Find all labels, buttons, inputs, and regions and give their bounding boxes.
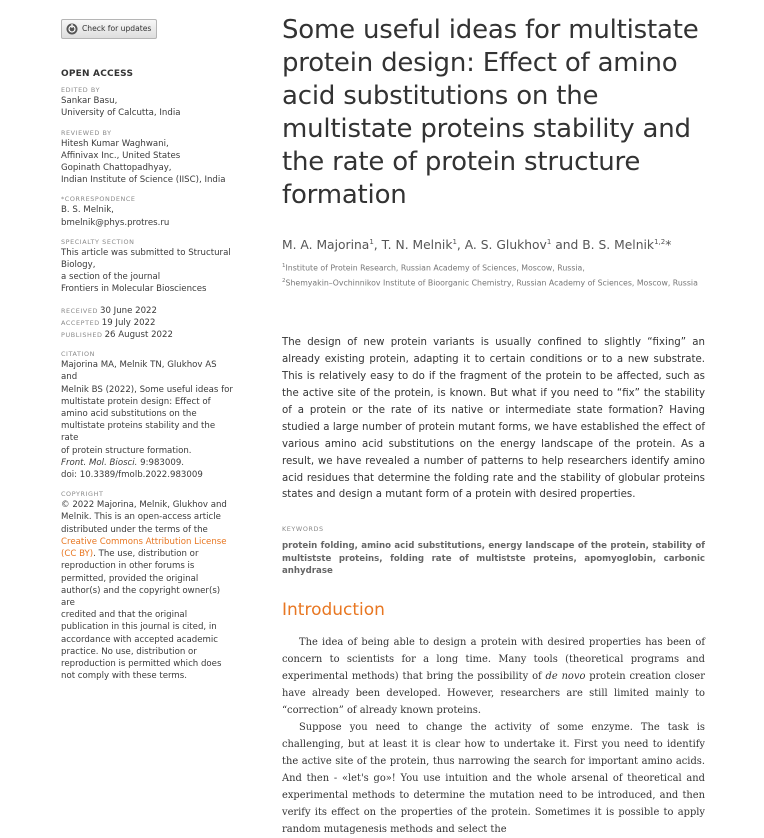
dates-block — [61, 305, 233, 342]
citation-text: Majorina MA, Melnik TN, Glukhov AS and Melnik BS (2022), Some useful ideas for multistate protein design: Effect of amino acid substitutions on the multistate proteins stability and the rate of protein structure formation. Front. Mol. Biosci. 9:983009. doi: 10.3389/fmolb.2022.983009 — [61, 360, 233, 481]
author-name[interactable]: M. A. Majorina — [282, 238, 370, 253]
reviewed-by-label: REVIEWED BY — [61, 128, 112, 137]
article-info-sidebar — [61, 19, 233, 682]
correspondence-email[interactable]: bmelnik@phys.protres.ru — [61, 217, 170, 228]
update-icon — [66, 23, 78, 35]
citation-doi[interactable]: doi: 10.3389/fmolb.2022.983009 — [61, 470, 203, 481]
keywords: protein folding, amino acid substitutions, energy landscape of the protein, stability of multistste proteins, folding rate of multistste proteins, apomyoglobin, carbonic anhydrase — [282, 541, 705, 577]
introduction-body — [282, 634, 705, 838]
section-heading-introduction: Introduction — [282, 599, 385, 620]
reviewed-by-text: Hitesh Kumar Waghwani, Affinivax Inc., United States Gopinath Chattopadhyay, Indian Institute of Science (IISC), India — [61, 138, 226, 186]
copyright-label: COPYRIGHT — [61, 490, 104, 499]
abstract: The design of new protein variants is usually confined to slightly “fixing” an already existing protein, adapting it to certain conditions or to a new substrate. This is relatively easy to do if the fragment of the protein to be affected, such as the active site of the protein, is known. But what if you need to “fix” the stability of a protein or the rate of its native or intermediate state formation? Having studied a large number of protein mutant forms, we have established the effect of various amino acid substitutions on the energy landscape of the protein. As a result, we have revealed a number of patterns to help researchers identify amino acid residues that determine the folding rate and the stability of globular proteins states and design a mutant form of a protein with desired properties. — [282, 337, 705, 501]
article-title: Some useful ideas for multistate protein design: Effect of amino acid substitutions on the multistate proteins stability and the rate of protein structure formation — [282, 15, 699, 210]
license-link[interactable]: Creative Commons Attribution License — [61, 536, 227, 547]
author-name[interactable]: B. S. Melnik — [582, 238, 655, 253]
accepted-date: ACCEPTED 19 July 2022 — [61, 317, 156, 328]
keywords-label: KEYWORDS — [282, 525, 324, 534]
check-for-updates-label: Check for updates — [82, 23, 152, 33]
correspondence-label: *CORRESPONDENCE — [61, 195, 136, 204]
open-access-label: OPEN ACCESS — [61, 69, 134, 79]
article-main — [282, 14, 705, 838]
edited-by-text: Sankar Basu, University of Calcutta, India — [61, 96, 181, 119]
received-date: RECEIVED 30 June 2022 — [61, 305, 157, 316]
author-list: M. A. Majorina$^1$, T. N. Melnik$^1$, A. S. Glukhov$^1$ and B. S. Melnik$^{1,2}$* — [282, 238, 672, 253]
copyright-text: © 2022 Majorina, Melnik, Glukhov and Melnik. This is an open-access article distributed under the terms of the Creative Commons Attribution License (CC BY). The use, distribution or reproduction in other forums is permitted, provided the original author(s) and the copyright owner(s) are credited and that the original publication in this journal is cited, in accordance with accepted academic practice. No use, distribution or reproduction is permitted which does not comply with these terms. — [61, 500, 227, 682]
affiliation: $^2$Shemyakin–Ovchinnikov Institute of Bioorganic Chemistry, Russian Academy of Sciences, Moscow, Russia — [282, 277, 698, 288]
author-name[interactable]: A. S. Glukhov — [464, 238, 547, 253]
paragraph: Suppose you need to change the activity of some enzyme. The task is challenging, but at least it is clear how to undertake it. First you need to identify the active site of the protein, thus narrowing the search for important amino acids. And then - «let's go»! You use intuition and the whole arsenal of theoretical and experimental methods to determine the mutation need to be introduced, and then verify its effect on the properties of the protein. Sometimes it is possible to apply random mutagenesis methods and select the — [282, 721, 705, 835]
author-name[interactable]: T. N. Melnik — [381, 238, 453, 253]
correspondence-text: B. S. Melnik, bmelnik@phys.protres.ru — [61, 204, 233, 228]
citation-label: CITATION — [61, 350, 96, 359]
license-link-short[interactable]: (CC BY) — [61, 549, 94, 560]
check-for-updates-button[interactable] — [61, 19, 157, 39]
edited-by-label: EDITED BY — [61, 86, 101, 95]
specialty-section-label: SPECIALTY SECTION — [61, 237, 135, 246]
paragraph: The idea of being able to design a protein with desired properties has been of concern to scientists for a long time. Many tools (theoretical programs and experimental methods) that bring the possibility of de novo protein creation closer have already been developed. However, researchers are still limited mainly to “correction” of already known proteins. — [282, 636, 705, 716]
specialty-section-text: This article was submitted to Structural Biology, a section of the journal Frontiers in Molecular Biosciences — [61, 247, 231, 295]
affiliations — [282, 260, 705, 289]
affiliation: $^1$Institute of Protein Research, Russian Academy of Sciences, Moscow, Russia, — [282, 263, 585, 273]
published-date: PUBLISHED 26 August 2022 — [61, 330, 173, 341]
